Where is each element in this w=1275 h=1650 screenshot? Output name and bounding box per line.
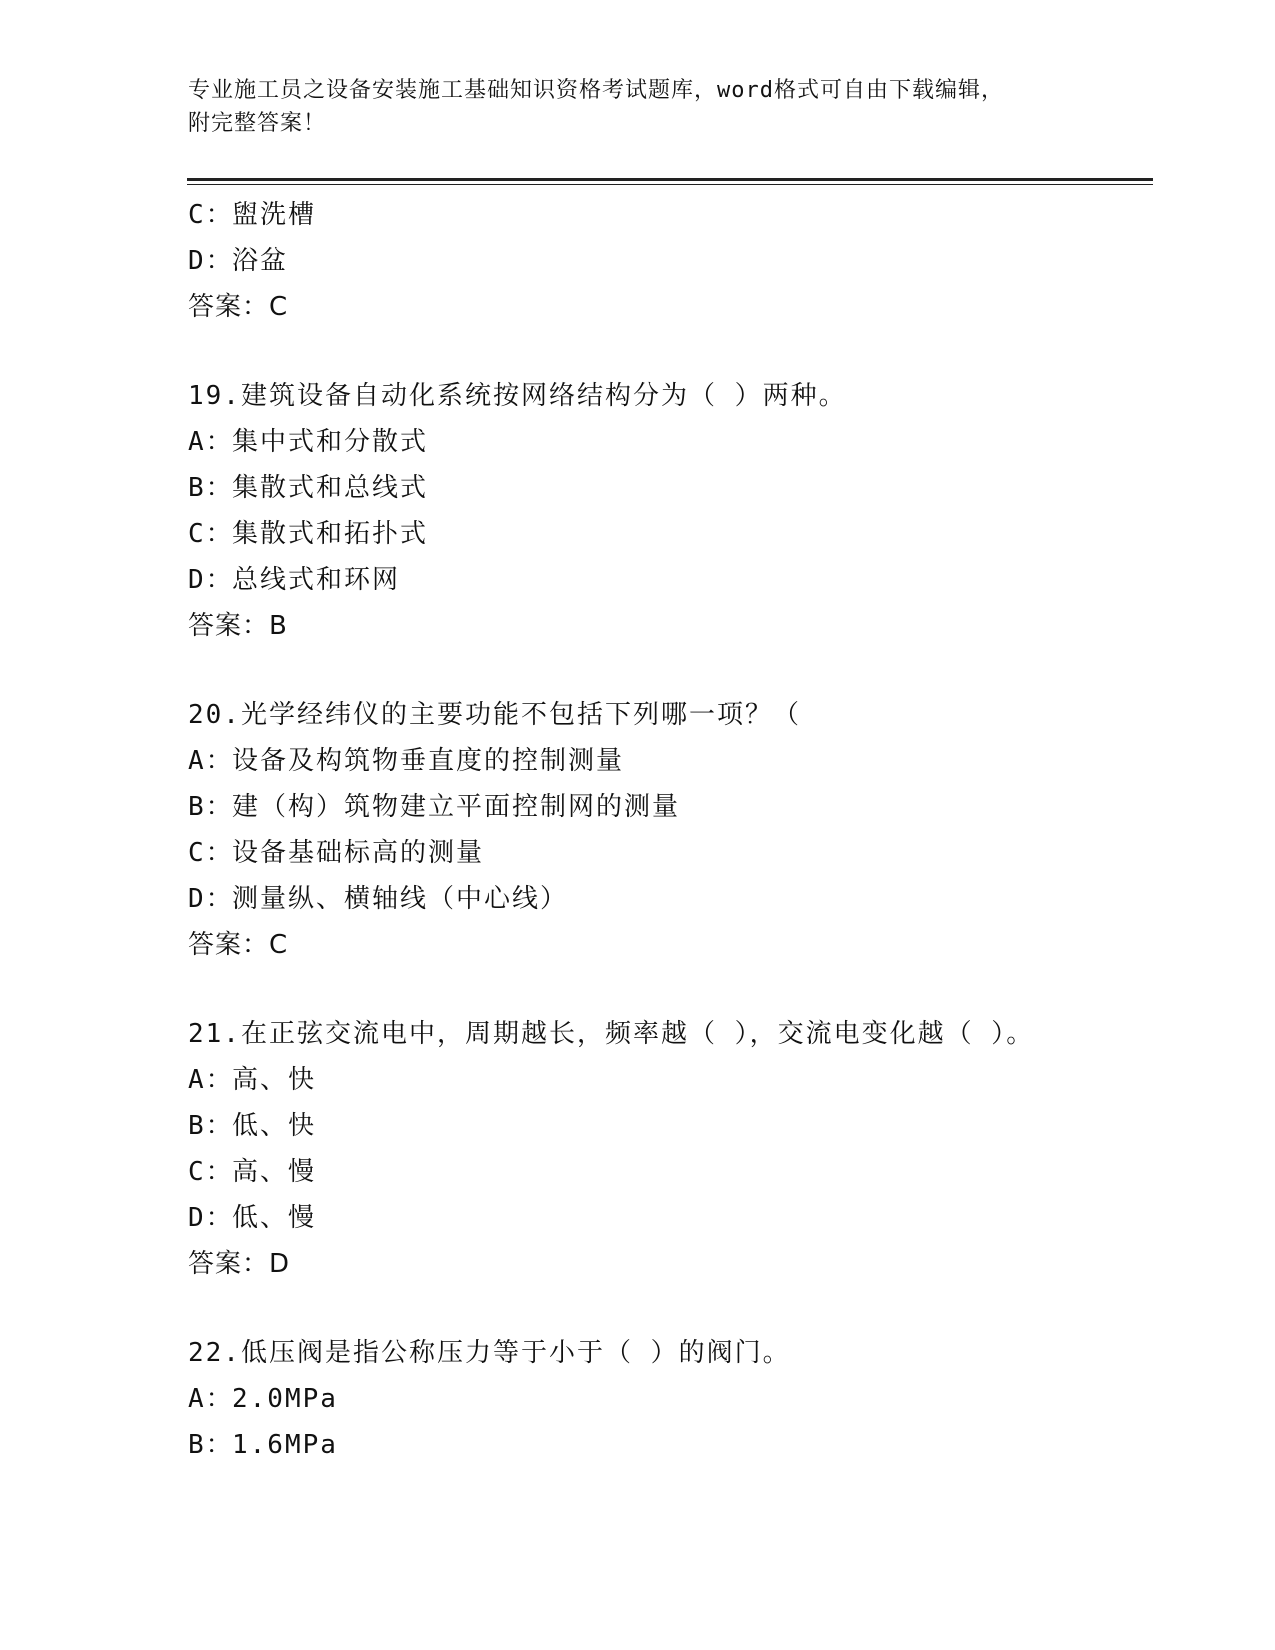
option-key: B： bbox=[188, 792, 234, 822]
option-text: 低、慢 bbox=[232, 1203, 317, 1233]
option-key: C： bbox=[188, 200, 234, 230]
option-text: 设备基础标高的测量 bbox=[232, 838, 485, 868]
option-c bbox=[188, 192, 1148, 238]
option-text: 总线式和环网 bbox=[232, 565, 401, 595]
option-key: D： bbox=[188, 565, 234, 595]
option-text: 浴盆 bbox=[232, 246, 289, 276]
option-text: 设备及构筑物垂直度的控制测量 bbox=[232, 746, 625, 776]
option-text: 测量纵、横轴线（中心线） bbox=[232, 884, 569, 914]
question-20 bbox=[188, 692, 1148, 968]
question-list bbox=[188, 192, 1148, 1468]
option-text: 集散式和总线式 bbox=[232, 473, 429, 503]
option-b bbox=[188, 465, 1148, 511]
option-key: A： bbox=[188, 1065, 234, 1095]
answer-line: 答案：B bbox=[188, 611, 288, 641]
option-key: A： bbox=[188, 1384, 234, 1414]
answer-line: 答案：C bbox=[188, 292, 289, 322]
question-22 bbox=[188, 1330, 1148, 1468]
option-a bbox=[188, 738, 1148, 784]
answer-line: 答案：C bbox=[188, 930, 289, 960]
option-text: 高、慢 bbox=[232, 1157, 317, 1187]
option-key: B： bbox=[188, 473, 234, 503]
option-key: C： bbox=[188, 519, 234, 549]
question-18-tail bbox=[188, 192, 1148, 330]
option-c bbox=[188, 830, 1148, 876]
option-key: C： bbox=[188, 1157, 234, 1187]
option-text: 盥洗槽 bbox=[232, 200, 317, 230]
option-c bbox=[188, 511, 1148, 557]
header-divider-thin bbox=[187, 184, 1153, 185]
option-a bbox=[188, 1376, 1148, 1422]
option-text: 高、快 bbox=[232, 1065, 317, 1095]
option-key: D： bbox=[188, 884, 234, 914]
answer-line: 答案：D bbox=[188, 1249, 291, 1279]
header-line-2: 附完整答案！ bbox=[188, 111, 327, 136]
option-b bbox=[188, 1422, 1148, 1468]
header-divider-thick bbox=[187, 178, 1153, 181]
option-text: 2.0MPa bbox=[232, 1384, 338, 1414]
option-text: 建（构）筑物建立平面控制网的测量 bbox=[232, 792, 681, 822]
option-key: B： bbox=[188, 1430, 234, 1460]
option-key: C： bbox=[188, 838, 234, 868]
question-stem: 20.光学经纬仪的主要功能不包括下列哪一项？（ bbox=[188, 700, 801, 730]
option-text: 集中式和分散式 bbox=[232, 427, 429, 457]
option-b bbox=[188, 1103, 1148, 1149]
document-header bbox=[188, 74, 1088, 140]
question-stem: 21.在正弦交流电中，周期越长，频率越（ ），交流电变化越（ ）。 bbox=[188, 1019, 1035, 1049]
header-line-1: 专业施工员之设备安装施工基础知识资格考试题库，word格式可自由下载编辑， bbox=[188, 78, 1004, 103]
option-a bbox=[188, 1057, 1148, 1103]
option-d bbox=[188, 557, 1148, 603]
option-text: 低、快 bbox=[232, 1111, 317, 1141]
option-d bbox=[188, 238, 1148, 284]
question-stem: 19.建筑设备自动化系统按网络结构分为（ ）两种。 bbox=[188, 381, 847, 411]
option-c bbox=[188, 1149, 1148, 1195]
option-a bbox=[188, 419, 1148, 465]
option-key: D： bbox=[188, 246, 234, 276]
option-d bbox=[188, 1195, 1148, 1241]
option-key: D： bbox=[188, 1203, 234, 1233]
option-text: 1.6MPa bbox=[232, 1430, 338, 1460]
question-19 bbox=[188, 373, 1148, 649]
option-b bbox=[188, 784, 1148, 830]
option-d bbox=[188, 876, 1148, 922]
option-key: A： bbox=[188, 746, 234, 776]
option-text: 集散式和拓扑式 bbox=[232, 519, 429, 549]
option-key: B： bbox=[188, 1111, 234, 1141]
question-stem: 22.低压阀是指公称压力等于小于（ ）的阀门。 bbox=[188, 1338, 791, 1368]
question-21 bbox=[188, 1011, 1148, 1287]
option-key: A： bbox=[188, 427, 234, 457]
